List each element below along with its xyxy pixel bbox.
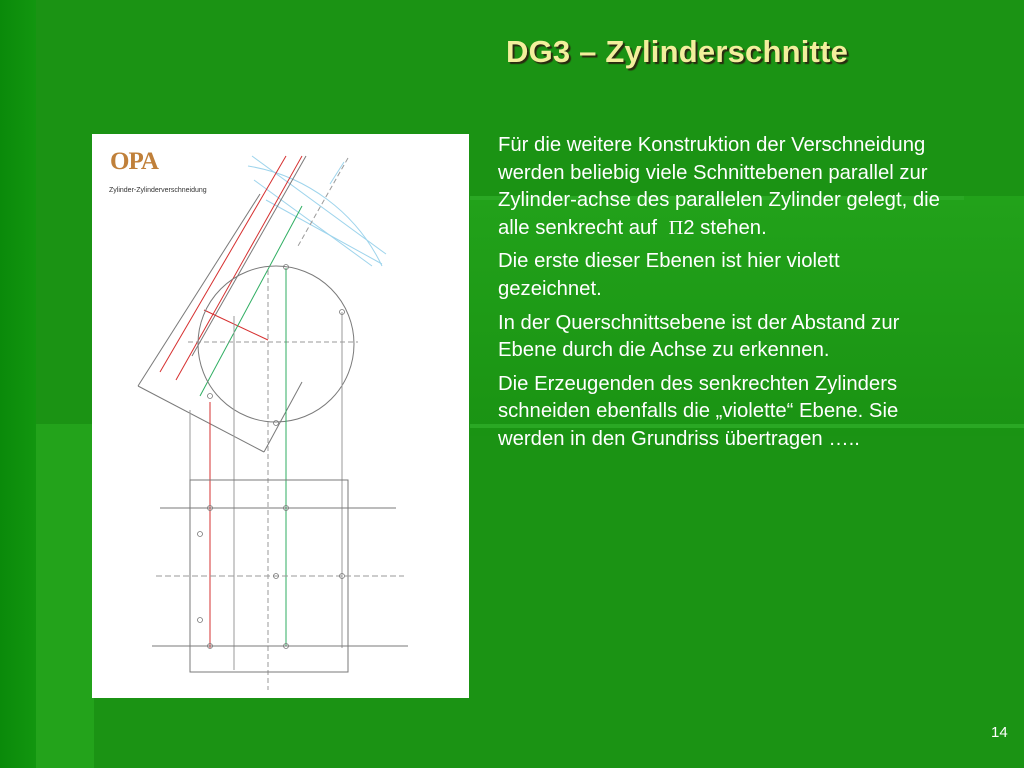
tilted-cylinder-edge — [192, 156, 306, 356]
point-marker — [198, 532, 203, 537]
slide-body-text — [498, 132, 944, 460]
blue-projection-line — [330, 162, 344, 184]
page-number: 14 — [991, 724, 1008, 741]
point-marker — [274, 421, 279, 426]
construction-figure — [92, 134, 469, 698]
paragraph-2: Die erste dieser Ebenen ist hier violett gezeichnet. — [498, 250, 840, 300]
paragraph-1 — [498, 132, 944, 242]
paragraph-4: Die Erzeugenden des senkrechten Zylinders schneiden ebenfalls die „violette“ Ebene. Sie werden in den Grundriss übertragen ….. — [498, 372, 899, 450]
paragraph-1-text: Für die weitere Konstruktion der Verschneidung werden beliebig viele Schnittebenen parallel zur Zylinder-achse des parallelen Zylinder gelegt, die alle senkrecht auf — [498, 134, 940, 239]
background-left-strip — [0, 0, 36, 768]
figure-caption: Zylinder-Zylinderverschneidung — [109, 187, 207, 194]
background-left-lower-block — [36, 424, 94, 768]
slide-title: DG3 – Zylinderschnitte — [506, 34, 849, 69]
paragraph-1-end: 2 stehen. — [683, 216, 767, 239]
blue-projection-line — [254, 180, 372, 266]
point-marker — [198, 618, 203, 623]
cylinder-intersection-drawing — [92, 134, 469, 698]
tilted-cylinder-base — [138, 386, 264, 452]
tilted-cylinder-edge — [264, 382, 302, 452]
blue-projection-line — [252, 156, 386, 254]
blue-projection-line — [266, 200, 382, 264]
tilted-axis-dashed — [298, 158, 348, 246]
cross-section-circle — [198, 266, 354, 422]
opa-logo: OPA — [110, 148, 158, 175]
red-section-line — [204, 310, 268, 340]
paragraph-3: In der Querschnittsebene ist der Abstand zur Ebene durch die Achse zu erkennen. — [498, 311, 900, 362]
point-markers — [198, 265, 345, 649]
green-generator-line — [200, 206, 302, 396]
point-marker — [208, 394, 213, 399]
pi-symbol: Π — [668, 216, 684, 239]
